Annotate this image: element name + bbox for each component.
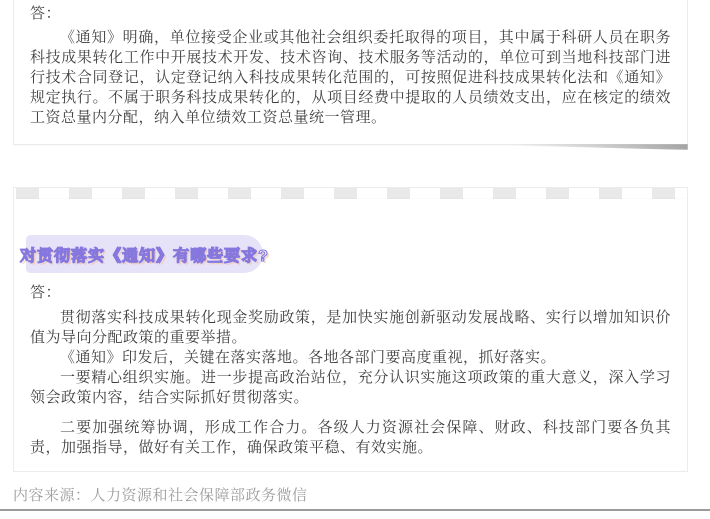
answer-card-previous bbox=[13, 0, 688, 145]
question-badge bbox=[20, 235, 269, 273]
answer-label: 答： bbox=[30, 5, 62, 22]
bottom-divider bbox=[0, 509, 710, 511]
perforation-edge-decoration bbox=[16, 188, 687, 199]
answer-label: 答： bbox=[30, 284, 62, 301]
page-curl-shadow bbox=[510, 144, 688, 150]
answer-paragraph: 贯彻落实科技成果转化现金奖励政策，是加快实施创新驱动发展战略、实行以增加知识价值为导向分配政策的重要举措。 bbox=[30, 309, 671, 346]
answer-paragraph: 《通知》明确，单位接受企业或其他社会组织委托取得的项目，其中属于科研人员在职务科技成果转化工作中开展技术开发、技术咨询、技术服务等活动的，单位可到当地科技部门进行技术合同登记，认定登记纳入科技成果转化范围的，可按照促进科技成果转化法和《通知》规定执行。不属于职务科技成果转化的，从项目经费中提取的人员绩效支出，应在核定的绩效工资总量内分配，纳入单位绩效工资总量统一管理。 bbox=[30, 29, 671, 126]
answer-paragraph: 一要精心组织实施。进一步提高政治站位，充分认识实施这项政策的重大意义，深入学习领会政策内容，结合实际抓好贯彻落实。 bbox=[30, 369, 671, 406]
question-card bbox=[13, 187, 688, 472]
question-badge-label: 对贯彻落实《通知》有哪些要求? bbox=[20, 247, 269, 265]
content-source: 内容来源：人力资源和社会保障部政务微信 bbox=[13, 487, 308, 504]
answer-paragraph: 《通知》印发后，关键在落实落地。各地各部门要高度重视，抓好落实。 bbox=[60, 349, 557, 366]
answer-paragraph: 二要加强统筹协调，形成工作合力。各级人力资源社会保障、财政、科技部门要各负其责，加强指导，做好有关工作，确保政策平稳、有效实施。 bbox=[30, 419, 671, 456]
